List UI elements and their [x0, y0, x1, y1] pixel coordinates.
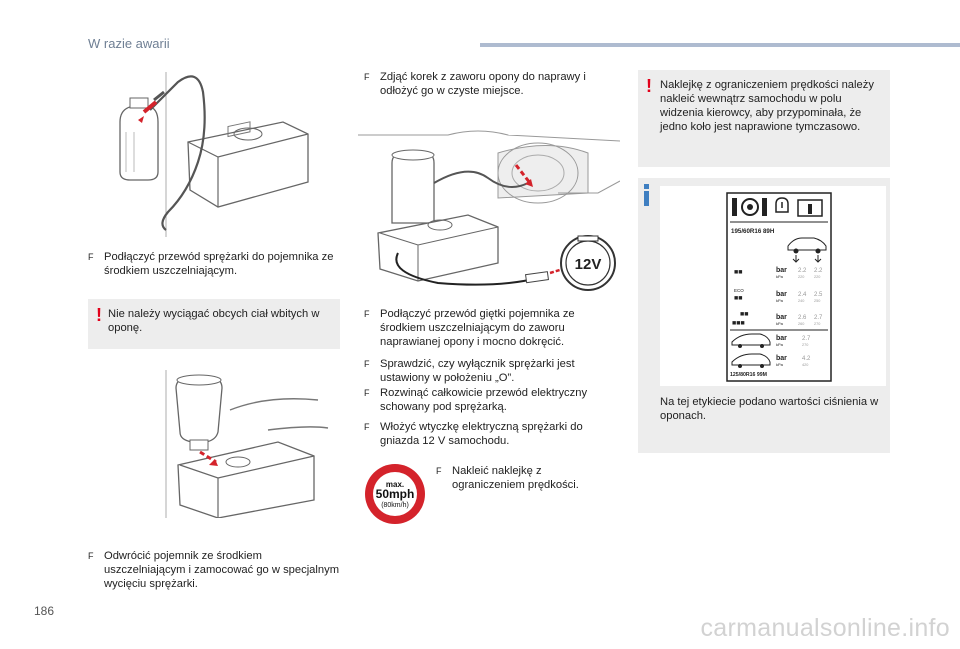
page-number: 186: [34, 604, 55, 618]
info-icon: [644, 184, 649, 206]
col3-info-caption: Na tej etykiecie podano wartości ciśnienia w oponach.: [660, 396, 879, 422]
section-title: W razie awarii: [88, 36, 170, 51]
svg-text:2.6: 2.6: [798, 315, 807, 321]
svg-text:■■: ■■: [734, 295, 743, 302]
svg-text:240: 240: [798, 299, 805, 303]
col2-step2: F Podłączyć przewód giętki pojemnika ze środkiem uszczelniającym do zaworu naprawianej opony i mocno dokręcić.: [364, 308, 575, 348]
svg-text:■■: ■■: [740, 311, 749, 318]
svg-text:250: 250: [814, 299, 821, 303]
speed-limit-sticker: [364, 463, 426, 525]
col1-step1: F Podłączyć przewód sprężarki do pojemnika ze środkiem uszczelniającym.: [88, 251, 334, 277]
svg-text:220: 220: [798, 275, 805, 279]
header-bar: [480, 43, 960, 47]
tyre-connection-illustration: [358, 123, 620, 291]
svg-text:260: 260: [798, 322, 805, 326]
col2-step3: F Sprawdzić, czy wyłącznik sprężarki jest ustawiony w położeniu „O”.: [364, 358, 575, 384]
svg-text:bar: bar: [776, 314, 787, 321]
warning-icon: !: [96, 305, 102, 325]
svg-text:2.2: 2.2: [798, 268, 807, 274]
col3-warning-box: [638, 70, 890, 167]
col2-step1: F Zdjąć korek z zaworu opony do naprawy i odłożyć go w czyste miejsce.: [364, 71, 586, 97]
col1-warning-text: Nie należy wyciągać obcych ciał wbitych w oponę.: [108, 308, 320, 334]
tyre-size-primary: 195/60R16 89H: [731, 228, 775, 235]
bullet-glyph: F: [88, 252, 94, 262]
svg-text:ECO: ECO: [734, 288, 744, 293]
svg-text:kPa: kPa: [776, 321, 783, 326]
svg-text:2.5: 2.5: [814, 292, 823, 298]
svg-text:■■■: ■■■: [732, 320, 745, 327]
svg-text:bar: bar: [776, 267, 787, 274]
speed-sign-kmh: (80km/h): [381, 502, 409, 509]
svg-text:bar: bar: [776, 355, 787, 362]
svg-text:2.7: 2.7: [814, 315, 823, 321]
svg-text:220: 220: [814, 275, 821, 279]
tyre-size-secondary: 125/80R16 99M: [730, 372, 767, 378]
socket-12v-label: 12V: [574, 256, 602, 273]
svg-text:kPa: kPa: [776, 298, 783, 303]
bottle-mount-illustration: [118, 370, 333, 518]
svg-text:270: 270: [802, 343, 809, 347]
svg-text:kPa: kPa: [776, 362, 783, 367]
col2-step5: F Włożyć wtyczkę elektryczną sprężarki do gniazda 12 V samochodu.: [364, 421, 583, 447]
svg-text:bar: bar: [776, 335, 787, 342]
watermark: carmanualsonline.info: [700, 614, 950, 642]
svg-text:2.2: 2.2: [814, 268, 823, 274]
svg-text:kPa: kPa: [776, 274, 783, 279]
warning-icon: !: [646, 76, 652, 96]
tyre-pressure-label: [726, 192, 832, 382]
svg-text:kPa: kPa: [776, 342, 783, 347]
compressor-hose-illustration: [108, 72, 323, 237]
svg-text:2.4: 2.4: [798, 292, 807, 298]
col2-step6: F Nakleić naklejkę z ograniczeniem prędkości.: [436, 465, 579, 491]
svg-text:2.7: 2.7: [802, 336, 811, 342]
svg-text:■■: ■■: [734, 269, 743, 276]
speed-sign-max: max.: [385, 480, 405, 489]
speed-sign-mph: 50mph: [375, 487, 415, 501]
col3-info-box: [638, 178, 890, 453]
col1-step2: F Odwrócić pojemnik ze środkiem uszczelniającym i zamocować go w specjalnym wycięciu sprężarki.: [88, 550, 340, 590]
col1-warning-box: [88, 299, 340, 349]
svg-text:270: 270: [814, 322, 821, 326]
svg-text:420: 420: [802, 363, 809, 367]
svg-text:4.2: 4.2: [802, 356, 811, 362]
col2-step4: F Rozwinąć całkowicie przewód elektryczny schowany pod sprężarką.: [364, 387, 588, 413]
svg-text:bar: bar: [776, 291, 787, 298]
col3-warning-text: Naklejkę z ograniczeniem prędkości należy nakleić wewnątrz samochodu w polu widzenia kierowcy, aby przypominała, że jedno koło jest naprawione tymczasowo.: [660, 79, 874, 133]
